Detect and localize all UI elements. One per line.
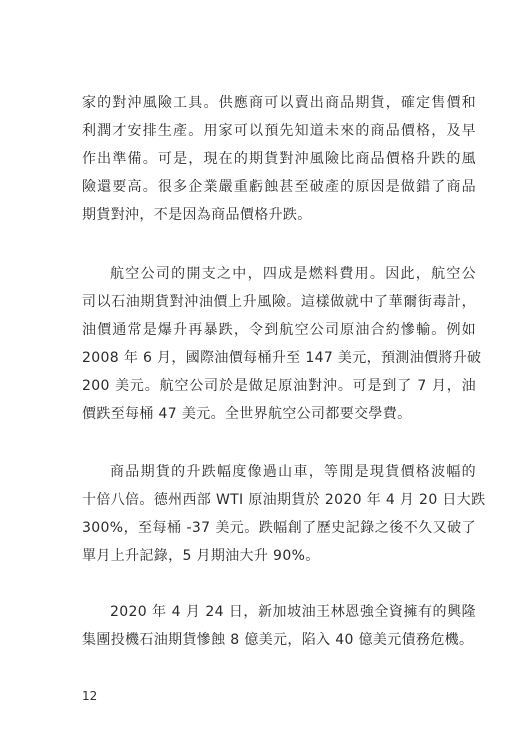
text-line: 300%，至每桶 -37 美元。跌幅創了歷史記錄之後不久又破了 bbox=[82, 520, 476, 536]
text-line: 家的對沖風險工具。供應商可以賣出商品期貨，確定售價和 bbox=[82, 95, 476, 111]
text-line: 2020 年 4 月 24 日，新加坡油王林恩強全資擁有的興隆 bbox=[110, 604, 476, 620]
text-line: 航空公司的開支之中，四成是燃料費用。因此，航空公 bbox=[110, 266, 476, 282]
paragraph-1 bbox=[82, 89, 476, 229]
text-line: 險還要高。很多企業嚴重虧蝕甚至破產的原因是做錯了商品 bbox=[82, 179, 476, 195]
text-line: 期貨對沖，不是因為商品價格升跌。 bbox=[82, 207, 312, 223]
text-line: 十倍八倍。德州西部 WTI 原油期貨於 2020 年 4 月 20 日大跌 bbox=[82, 492, 486, 508]
text-line: 單月上升記錄，5 月期油大升 90%。 bbox=[82, 548, 320, 564]
text-line: 油價通常是爆升再暴跌，令到航空公司原油合約慘輸。例如 bbox=[82, 322, 476, 338]
page-number: 12 bbox=[82, 689, 98, 703]
text-line: 利潤才安排生產。用家可以預先知道未來的商品價格，及早 bbox=[82, 123, 476, 139]
paragraph-3 bbox=[82, 458, 486, 570]
text-line: 商品期貨的升跌幅度像過山車，等閒是現貨價格波幅的 bbox=[110, 464, 476, 480]
text-line: 作出準備。可是，現在的期貨對沖風險比商品價格升跌的風 bbox=[82, 151, 476, 167]
text-line: 司以石油期貨對沖油價上升風險。這樣做就中了華爾街毒計， bbox=[82, 294, 476, 310]
text-line: 集團投機石油期貨慘蝕 8 億美元，陷入 40 億美元債務危機。 bbox=[82, 632, 474, 648]
paragraph-4 bbox=[82, 598, 476, 654]
text-line: 價跌至每桶 47 美元。全世界航空公司都要交學費。 bbox=[82, 406, 412, 422]
text-line: 200 美元。航空公司於是做足原油對沖。可是到了 7 月，油 bbox=[82, 378, 476, 394]
text-line: 2008 年 6 月，國際油價每桶升至 147 美元，預測油價將升破 bbox=[82, 350, 482, 366]
paragraph-2 bbox=[82, 260, 482, 428]
